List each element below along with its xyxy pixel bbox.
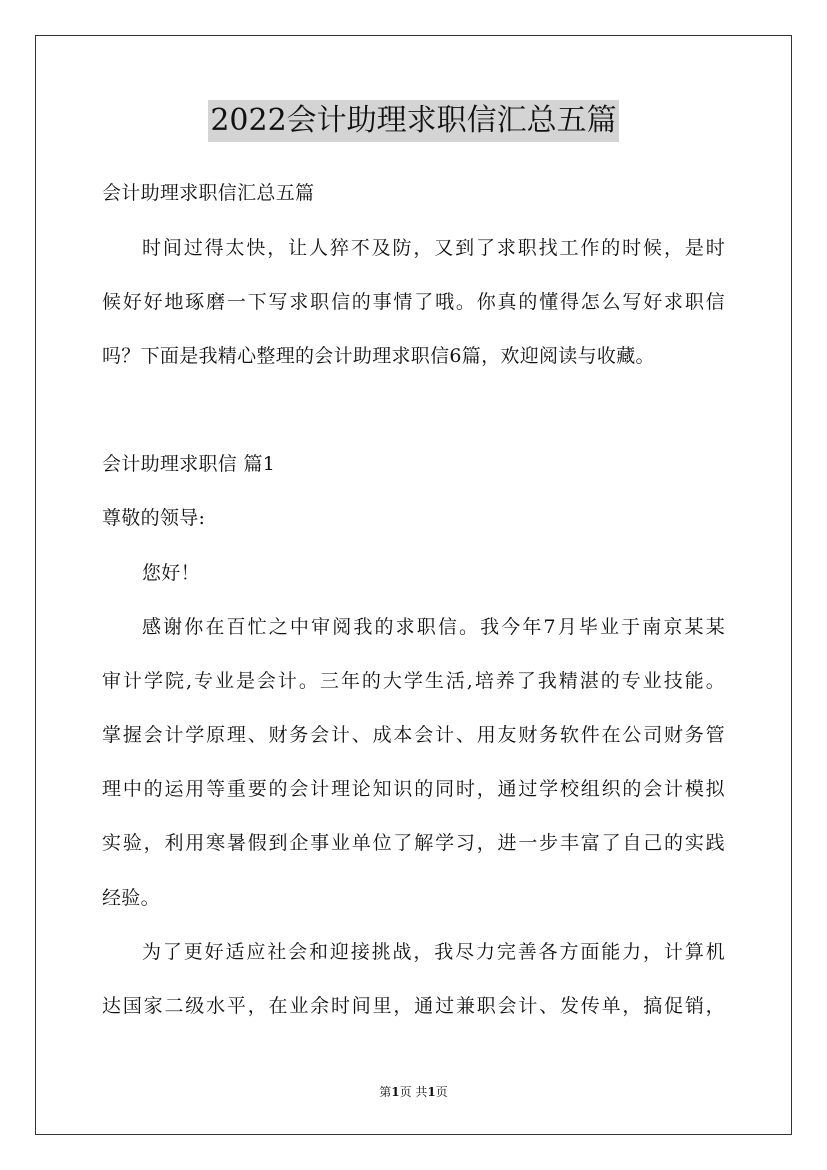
para1-line-2: 审计学院,专业是会计。三年的大学生活,培养了我精湛的专业技能。 [102, 670, 725, 692]
para1-line-4: 理中的运用等重要的会计理论知识的同时，通过学校组织的会计模拟 [102, 778, 725, 800]
footer-page-number: 1 [391, 1085, 400, 1099]
intro-line-3: 吗？下面是我精心整理的会计助理求职信6篇，欢迎阅读与收藏。 [102, 345, 655, 367]
intro-line-2: 候好好地琢磨一下写求职信的事情了哦。你真的懂得怎么写好求职信 [102, 291, 725, 313]
footer-page-suffix: 页 [435, 1085, 448, 1099]
salutation: 尊敬的领导: [102, 507, 206, 529]
footer-page-mid: 页 共 [399, 1085, 428, 1099]
page-footer [0, 1084, 827, 1100]
intro-line-1: 时间过得太快，让人猝不及防，又到了求职找工作的时候，是时 [142, 237, 725, 259]
para1-line-1: 感谢你在百忙之中审阅我的求职信。我今年7月毕业于南京某某 [142, 616, 725, 638]
greeting: 您好！ [142, 562, 200, 584]
section-heading: 会计助理求职信 篇1 [102, 453, 276, 475]
para2-line-1: 为了更好适应社会和迎接挑战，我尽力完善各方面能力，计算机 [142, 941, 725, 963]
footer-total-pages: 1 [427, 1085, 436, 1099]
para1-line-5: 实验，利用寒暑假到企事业单位了解学习，进一步丰富了自己的实践 [102, 832, 725, 854]
para1-line-3: 掌握会计学原理、财务会计、成本会计、用友财务软件在公司财务管 [102, 724, 725, 746]
para1-line-6: 经验。 [102, 887, 160, 909]
footer-page-prefix: 第 [379, 1085, 392, 1099]
title-container [0, 100, 827, 142]
document-subtitle: 会计助理求职信汇总五篇 [102, 182, 315, 204]
document-title: 2022会计助理求职信汇总五篇 [208, 100, 618, 142]
para2-line-2: 达国家二级水平，在业余时间里，通过兼职会计、发传单，搞促销， [102, 995, 725, 1017]
